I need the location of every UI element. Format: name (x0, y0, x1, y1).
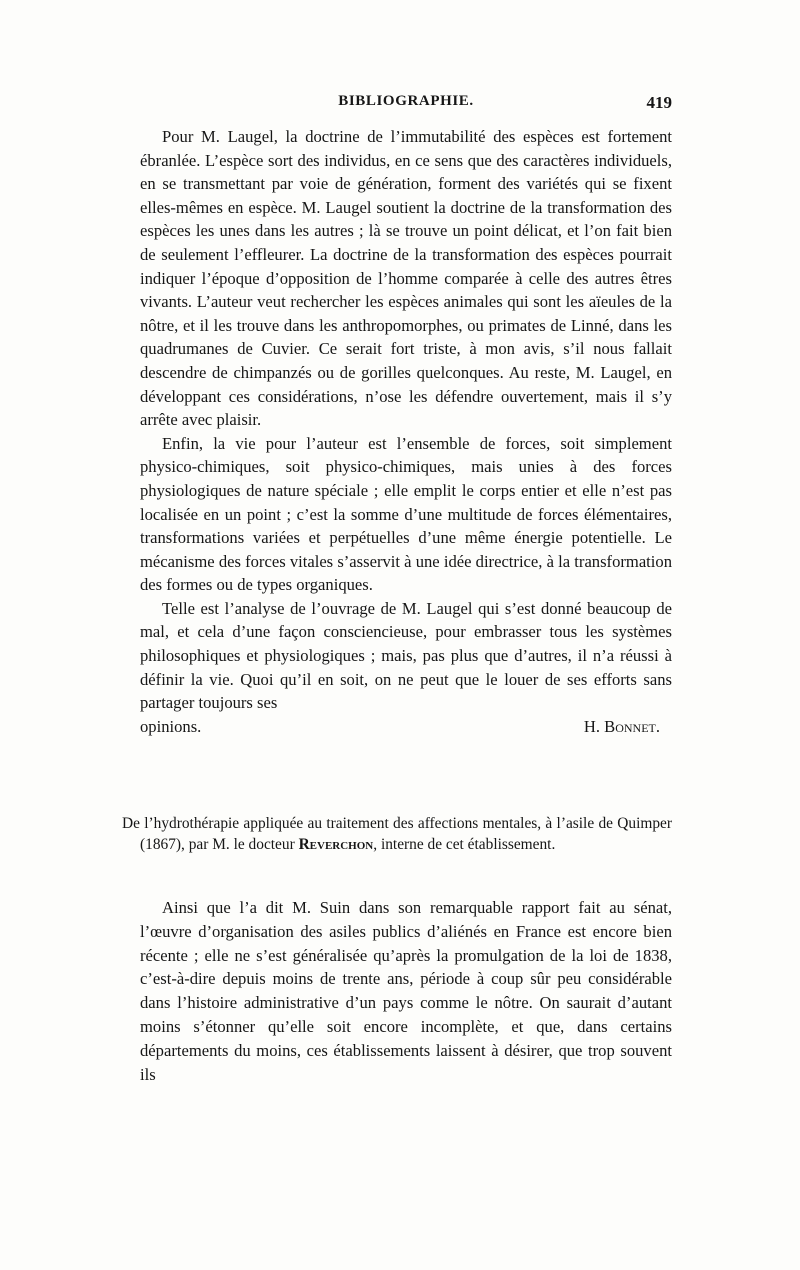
review-paragraph-1: Pour M. Laugel, la doctrine de l’immutabilité des espèces est fortement ébranlée. L’espèce sort des individus, en ce sens que des caractères individuels, en se transmettant par voie de génération, forment des variétés qui se fixent elles-mêmes en espèce. M. Laugel soutient la doctrine de la transformation des espèces les unes dans les autres ; là se trouve un point délicat, et l’on fait bien de seulement l’effleurer. La doctrine de la transformation des espèces pourrait indiquer l’époque d’opposition de l’homme comparée à celle des autres êtres vivants. L’auteur veut rechercher les espèces animales qui sont les aïeules de la nôtre, et il les trouve dans les anthropomorphes, ou primates de Linné, dans les quadrumanes de Cuvier. Ce serait fort triste, à mon avis, s’il nous fallait descendre de chimpanzés ou de gorilles quelconques. Au reste, M. Laugel, en développant ces considérations, n’ose les défendre ouvertement, mais il s’y arrête avec plaisir. (140, 127, 672, 430)
article-heading-tail: , interne de cet établissement. (373, 836, 556, 853)
article-text (140, 896, 672, 1086)
running-title: BIBLIOGRAPHIE. (338, 93, 474, 109)
review-signature: H. Bonnet. (583, 716, 660, 736)
review-closing-line (140, 715, 672, 739)
running-head (140, 93, 672, 117)
review-paragraph-2: Enfin, la vie pour l’auteur est l’ensemble de forces, soit simplement physico-chimiques, soit physico-chimiques, mais unies à des forces physiologiques de nature spéciale ; elle emplit le corps entier et elle n’est pas localisée en un point ; c’est la somme d’une multitude de forces élémentaires, transformations variées et perpétuelles d’une même énergie potentielle. Le mécanisme des forces vitales s’asservit à une idée directrice, à la transformation des formes ou de types organiques. (140, 433, 672, 595)
article-paragraph-1: Ainsi que l’a dit M. Suin dans son remarquable rapport fait au sénat, l’œuvre d’organisation des asiles publics d’aliénés en France est encore bien récente ; elle ne s’est généralisée qu’après la promulgation de la loi de 1838, c’est-à-dire depuis moins de trente ans, période à coup sûr peu considérable dans l’histoire administrative d’un pays comme le nôtre. On saurait d’autant moins s’étonner qu’elle soit encore incomplète, et que, dans certains départements du moins, ces établissements laissent à désirer, que trop souvent ils (140, 898, 672, 1084)
review-last-word: opinions. (140, 716, 202, 736)
review-paragraph-3: Telle est l’analyse de l’ouvrage de M. Laugel qui s’est donné beaucoup de mal, et cela d’une façon consciencieuse, pour embrasser tous les systèmes philosophiques et physiologiques ; mais, pas plus que d’autres, il n’a réussi à définir la vie. Quoi qu’il en soit, on ne peut que le louer de ses efforts sans partager toujours ses (140, 598, 672, 713)
article-heading-author: Reverchon (298, 836, 374, 853)
article-heading (122, 813, 672, 855)
article-heading-title: De l’hydrothérapie appliquée au traitement des affections mentales, à l’asile de Quimper (1867), par M. le docteur (122, 815, 672, 853)
review-text (140, 125, 672, 738)
page-number: 419 (646, 93, 672, 112)
